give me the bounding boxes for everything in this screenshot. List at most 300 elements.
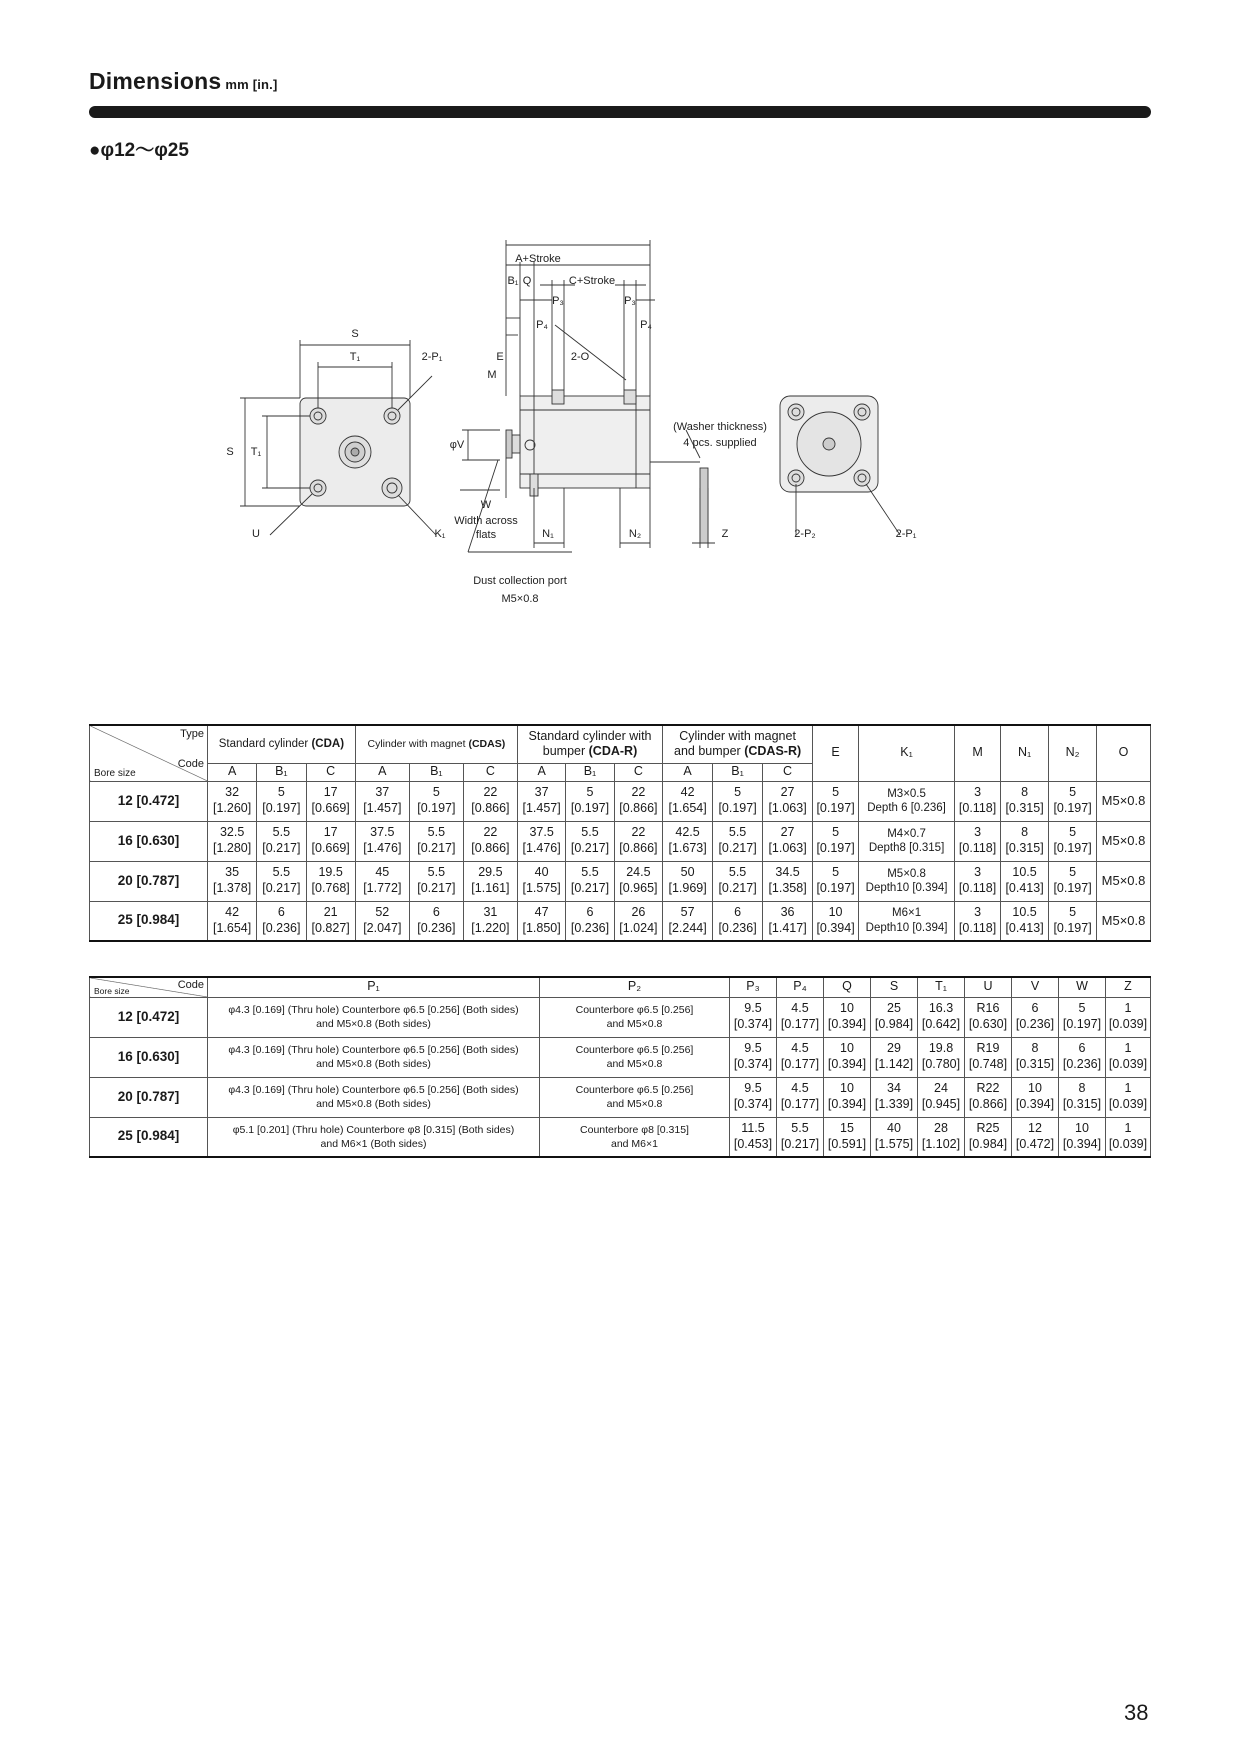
value-mm: 10	[840, 1041, 854, 1056]
value-mm: 10	[840, 1001, 854, 1016]
p2-cell	[540, 1077, 730, 1117]
value-mm: 8	[1021, 825, 1029, 840]
dimension-cell	[965, 997, 1012, 1037]
dimension-cell	[713, 821, 763, 861]
col-header-p4: P₄	[777, 977, 824, 997]
dimension-cell	[824, 1117, 871, 1157]
value-mm: Counterbore φ6.5 [0.256]	[575, 1003, 694, 1016]
value-inch: [0.217]	[417, 881, 456, 895]
dimension-cell	[463, 781, 517, 821]
dimension-cell	[663, 861, 713, 901]
value-mm: R19	[976, 1041, 1000, 1056]
dimension-cell	[965, 1077, 1012, 1117]
dimension-cell	[918, 1117, 965, 1157]
value-mm: 10	[1075, 1121, 1089, 1136]
value-inch: [1.260]	[213, 801, 252, 815]
p1-cell	[208, 1117, 540, 1157]
value-inch: and M6×1	[611, 1137, 658, 1150]
value-mm: 5.5	[427, 865, 446, 880]
value-inch: [2.244]	[668, 920, 707, 935]
dimension-cell	[824, 997, 871, 1037]
dimension-cell	[517, 781, 565, 821]
dimension-cell	[1001, 861, 1049, 901]
dimension-cell	[813, 861, 859, 901]
value-mm: 5	[277, 785, 285, 800]
dimension-cell	[1012, 1077, 1059, 1117]
bore-range-heading: ●φ12～φ25	[89, 140, 189, 161]
value-mm: 22	[631, 785, 646, 800]
value-inch: and M5×0.8 (Both sides)	[316, 1098, 431, 1110]
value-inch: [0.394]	[1062, 1136, 1102, 1151]
dimension-cell	[1059, 1037, 1106, 1077]
p1-cell	[208, 1037, 540, 1077]
value-mm: 37	[534, 785, 549, 800]
value-mm: 6	[586, 905, 594, 920]
dimension-cell	[859, 861, 955, 901]
value-inch: [0.197]	[816, 841, 855, 855]
value-mm: 8	[1031, 1041, 1039, 1056]
value-mm: 3	[974, 785, 982, 800]
table1-corner-cell	[90, 725, 208, 781]
dimension-cell	[813, 901, 859, 941]
dimension-cell	[517, 901, 565, 941]
dimension-cell	[871, 1077, 918, 1117]
col-header-k1: K₁	[859, 725, 955, 781]
value-inch: [0.177]	[780, 1097, 820, 1111]
value-mm: 47	[534, 905, 549, 920]
value-inch: [0.315]	[1015, 1057, 1055, 1071]
value-mm: 26	[631, 905, 646, 920]
value-inch: [0.177]	[780, 1057, 820, 1071]
value-inch: [0.236]	[417, 920, 456, 935]
value-inch: [0.453]	[733, 1136, 773, 1151]
value-mm: 3	[974, 825, 982, 840]
value-inch: [0.197]	[816, 801, 855, 815]
value-inch: [0.177]	[780, 1017, 820, 1031]
bore-size-cell: 20 [0.787]	[90, 861, 208, 901]
value-mm: 5.5	[791, 1121, 809, 1136]
value-inch: [0.394]	[827, 1097, 867, 1111]
value-inch: [0.039]	[1108, 1136, 1148, 1151]
value-inch: [1.220]	[471, 920, 510, 935]
dimension-cell	[777, 1117, 824, 1157]
table-row	[90, 781, 1151, 821]
dimension-cell	[763, 781, 813, 821]
dimension-cell	[306, 821, 355, 861]
label-p3-left: P₃	[552, 295, 564, 307]
value-inch: [1.280]	[213, 841, 252, 855]
dimension-cell	[409, 821, 463, 861]
dimension-cell	[1049, 781, 1097, 821]
dimension-cell	[1049, 901, 1097, 941]
value-inch: [0.236]	[570, 920, 610, 935]
value-inch: Depth8 [0.315]	[868, 842, 945, 854]
value-inch: [1.673]	[668, 841, 707, 855]
dimension-cell	[1106, 1037, 1151, 1077]
value-inch: [0.197]	[1053, 920, 1092, 935]
col-header-v: V	[1012, 977, 1059, 997]
label-s-side: S	[226, 446, 234, 458]
value-inch: and M5×0.8	[606, 1098, 663, 1110]
value-inch: [0.866]	[471, 841, 510, 855]
group-header-cda-r: Standard cylinder with bumper (CDA-R)	[517, 725, 662, 763]
value-mm: 35	[225, 865, 240, 880]
value-inch: Depth10 [0.394]	[865, 921, 948, 934]
group-header-cdas-r: Cylinder with magnet and bumper (CDAS-R)	[663, 725, 813, 763]
value-mm: 5.5	[272, 865, 291, 880]
col-header-u: U	[965, 977, 1012, 997]
value-mm: 6	[734, 905, 742, 920]
value-inch: [0.118]	[958, 841, 997, 855]
col-header-o: O	[1097, 725, 1151, 781]
p2-cell	[540, 1117, 730, 1157]
value-mm: φ4.3 [0.169] (Thru hole) Counterbore φ6.5 [0.256] (Both sides)	[228, 1043, 519, 1056]
value-inch: [1.654]	[668, 801, 707, 815]
value-inch: [0.118]	[958, 920, 997, 935]
dimension-cell	[257, 901, 306, 941]
dimension-cell	[730, 1077, 777, 1117]
value-mm: 5	[832, 785, 840, 800]
value-mm: 10.5	[1012, 905, 1037, 920]
dimension-cell	[566, 901, 614, 941]
dimension-cell	[713, 781, 763, 821]
dimension-cell	[713, 901, 763, 941]
label-washer-line2: 4 pcs. supplied	[683, 437, 757, 449]
value-mm: 4.5	[791, 1081, 809, 1096]
label-k1: K₁	[434, 528, 446, 540]
label-2-p1-right: 2-P₁	[895, 528, 917, 540]
value-inch: [0.197]	[570, 801, 610, 815]
subheader-c: C	[463, 763, 517, 781]
table-row	[90, 1037, 1151, 1077]
value-inch: [0.866]	[968, 1097, 1008, 1111]
value-inch: [0.197]	[1062, 1017, 1102, 1031]
dimension-cell	[1049, 861, 1097, 901]
value-inch: [1.575]	[522, 881, 561, 895]
value-mm: 1	[1124, 1001, 1132, 1016]
value-inch: [0.197]	[1053, 841, 1092, 855]
value-mm: 5	[1069, 785, 1077, 800]
value-inch: [0.866]	[619, 841, 658, 855]
value-mm: 45	[375, 865, 390, 880]
value-inch: [0.945]	[921, 1097, 961, 1111]
subheader-c: C	[763, 763, 813, 781]
dimension-cell	[566, 781, 614, 821]
value-mm: 1	[1124, 1081, 1132, 1096]
label-p4-left: P₄	[536, 319, 548, 331]
value-mm: 27	[780, 785, 795, 800]
dimensions-table-2	[89, 976, 1151, 1158]
subheader-a: A	[517, 763, 565, 781]
value-mm: 5	[1078, 1001, 1086, 1016]
label-n2: N₂	[628, 528, 642, 540]
value-inch: [0.984]	[968, 1136, 1008, 1151]
value-mm: 29.5	[478, 865, 503, 880]
corner-code-label: Code	[177, 979, 204, 991]
value-inch: [0.217]	[570, 881, 610, 895]
corner-bore-size-label: Bore size	[94, 986, 130, 996]
value-mm: R22	[976, 1081, 1000, 1096]
value-inch: [0.197]	[262, 801, 301, 815]
label-w: W	[480, 499, 492, 511]
subheader-a: A	[355, 763, 409, 781]
value-inch: [1.575]	[874, 1136, 914, 1151]
value-mm: 5	[586, 785, 594, 800]
value-mm: 10.5	[1012, 865, 1037, 880]
value-mm: 5	[1069, 825, 1077, 840]
dimension-cell	[409, 861, 463, 901]
value-inch: [0.374]	[733, 1017, 773, 1031]
value-inch: [0.236]	[1015, 1017, 1055, 1031]
dimension-cell	[965, 1037, 1012, 1077]
value-mm: φ4.3 [0.169] (Thru hole) Counterbore φ6.5 [0.256] (Both sides)	[228, 1003, 519, 1016]
value-inch: [1.142]	[874, 1057, 914, 1071]
value-inch: [0.642]	[921, 1017, 961, 1031]
value-mm: 32.5	[219, 825, 245, 840]
dimension-cell	[355, 861, 409, 901]
value-mm: 36	[780, 905, 795, 920]
dimension-cell	[777, 1077, 824, 1117]
value-mm: 8	[1021, 785, 1029, 800]
value-inch: [0.866]	[619, 801, 658, 815]
value-inch: [1.378]	[213, 881, 252, 895]
title-underline-bar	[89, 106, 1151, 118]
label-2-p1: 2-P₁	[421, 351, 443, 363]
dimension-cell	[813, 821, 859, 861]
value-mm: φ5.1 [0.201] (Thru hole) Counterbore φ8 [0.315] (Both sides)	[232, 1123, 515, 1136]
value-inch: [0.197]	[1053, 801, 1092, 815]
value-mm: 8	[1078, 1081, 1086, 1096]
value-mm: 17	[323, 825, 338, 840]
value-inch: [1.024]	[619, 920, 658, 935]
value-mm: 22	[483, 825, 498, 840]
value-inch: [0.413]	[1005, 881, 1044, 895]
dimension-cell	[859, 781, 955, 821]
dimension-cell	[663, 821, 713, 861]
value-mm: 42	[680, 785, 695, 800]
value-inch: [0.236]	[718, 920, 757, 935]
corner-code-label: Code	[177, 758, 204, 770]
value-inch: [0.236]	[262, 920, 301, 935]
value-inch: [0.118]	[958, 881, 997, 895]
dimension-cell	[566, 821, 614, 861]
dimension-cell	[663, 781, 713, 821]
dimension-cell	[306, 901, 355, 941]
value-mm: 31	[483, 905, 498, 920]
value-inch: [0.374]	[733, 1097, 773, 1111]
dimension-cell	[871, 1117, 918, 1157]
dimension-cell	[1001, 781, 1049, 821]
value-inch: [0.780]	[921, 1057, 961, 1071]
dimension-cell	[208, 861, 257, 901]
value-inch: [0.217]	[718, 841, 757, 855]
dimension-cell	[713, 861, 763, 901]
dimension-cell	[517, 821, 565, 861]
value-inch: [0.197]	[417, 801, 456, 815]
value-mm: 9.5	[744, 1001, 762, 1016]
table1-body	[90, 781, 1151, 941]
value-inch: and M5×0.8 (Both sides)	[316, 1018, 431, 1030]
dimension-cell	[824, 1037, 871, 1077]
table-row	[90, 901, 1151, 941]
label-p3-right: P₃	[624, 295, 636, 307]
value-mm: 5	[832, 825, 840, 840]
dimension-cell	[763, 861, 813, 901]
value-mm: 5	[1069, 865, 1077, 880]
value-mm: M4×0.7	[887, 827, 926, 840]
dimension-cell	[1106, 997, 1151, 1037]
value-mm: Counterbore φ6.5 [0.256]	[575, 1043, 694, 1056]
value-inch: [0.118]	[958, 801, 997, 815]
value-mm: 17	[323, 785, 338, 800]
value-inch: [0.394]	[1015, 1097, 1055, 1111]
value-mm: 27	[780, 825, 795, 840]
value-mm: 37	[375, 785, 390, 800]
value-mm: 16.3	[928, 1001, 954, 1016]
dimension-cell	[918, 1077, 965, 1117]
value-mm: 32	[225, 785, 240, 800]
label-2-p2: 2-P₂	[794, 528, 816, 540]
dimension-cell	[763, 821, 813, 861]
value-inch: [0.217]	[718, 881, 757, 895]
dimension-cell	[1059, 1077, 1106, 1117]
value-mm: 29	[887, 1041, 901, 1056]
label-a-stroke: A+Stroke	[515, 253, 561, 265]
value-mm: 34	[887, 1081, 901, 1096]
value-inch: and M6×1 (Both sides)	[320, 1137, 427, 1150]
col-header-t1: T₁	[918, 977, 965, 997]
value-inch: [0.591]	[827, 1136, 867, 1151]
value-inch: [0.374]	[733, 1057, 773, 1071]
bore-size-cell: 20 [0.787]	[90, 1077, 208, 1117]
value-mm: 42	[225, 905, 240, 920]
page-number: 38	[1124, 1700, 1149, 1725]
value-inch: [1.417]	[768, 920, 807, 935]
page-title: Dimensions mm [in.]	[89, 68, 278, 94]
dimension-cell	[955, 821, 1001, 861]
value-inch: [1.339]	[874, 1097, 914, 1111]
dimension-cell	[355, 781, 409, 821]
value-mm: 9.5	[744, 1081, 762, 1096]
value-mm: Counterbore φ8 [0.315]	[580, 1123, 689, 1136]
value-inch: [0.217]	[780, 1136, 820, 1151]
value-inch: [0.315]	[1005, 801, 1044, 815]
subheader-b1: B₁	[566, 763, 614, 781]
value-inch: [0.315]	[1062, 1097, 1102, 1111]
unit-label: mm [in.]	[225, 77, 278, 92]
col-header-p2: P₂	[540, 977, 730, 997]
value-inch: Depth10 [0.394]	[865, 882, 948, 894]
dimension-cell	[730, 1117, 777, 1157]
bore-size-cell: 25 [0.984]	[90, 1117, 208, 1157]
dimension-cell	[463, 901, 517, 941]
label-width-line2: flats	[475, 529, 497, 541]
value-mm: 3	[974, 905, 982, 920]
dimension-cell	[614, 861, 662, 901]
value-mm: Counterbore φ6.5 [0.256]	[575, 1083, 694, 1096]
value-inch: [0.217]	[570, 841, 610, 855]
dimension-cell	[965, 1117, 1012, 1157]
value-mm: 4.5	[791, 1001, 809, 1016]
dimension-cell	[777, 1037, 824, 1077]
value-mm: 5.5	[427, 825, 446, 840]
value-mm: 5	[432, 785, 440, 800]
dimension-cell	[955, 901, 1001, 941]
value-mm: R16	[976, 1001, 1000, 1016]
value-inch: [1.063]	[768, 841, 807, 855]
value-inch: [0.984]	[874, 1017, 914, 1031]
value-mm: 5.5	[581, 825, 599, 840]
dimension-cell	[824, 1077, 871, 1117]
table2-header-row	[90, 977, 1151, 997]
value-inch: [1.772]	[363, 881, 402, 895]
label-2-o: 2-O	[570, 351, 590, 363]
dimension-cell	[955, 781, 1001, 821]
value-inch: [0.748]	[968, 1057, 1008, 1071]
value-mm: 19.8	[928, 1041, 954, 1056]
dimension-cell	[208, 781, 257, 821]
dimension-cell	[730, 1037, 777, 1077]
value-mm: 3	[974, 865, 982, 880]
subheader-c: C	[614, 763, 662, 781]
dimension-cell-o: M5×0.8	[1097, 861, 1151, 901]
dimension-cell	[1059, 1117, 1106, 1157]
value-inch: [1.476]	[522, 841, 561, 855]
value-mm: 12	[1028, 1121, 1042, 1136]
value-mm: 19.5	[318, 865, 343, 880]
value-inch: [0.217]	[262, 881, 301, 895]
p1-cell	[208, 1077, 540, 1117]
dimension-cell	[955, 861, 1001, 901]
value-inch: [1.457]	[522, 801, 561, 815]
dimension-cell	[463, 821, 517, 861]
bore-size-cell: 12 [0.472]	[90, 997, 208, 1037]
dimension-cell	[1049, 821, 1097, 861]
table2-corner-cell	[90, 977, 208, 997]
value-mm: 57	[680, 905, 695, 920]
label-dust-line1: Dust collection port	[473, 575, 567, 587]
value-mm: 37.5	[529, 825, 554, 840]
value-inch: [0.315]	[1005, 841, 1044, 855]
value-mm: 5	[832, 865, 840, 880]
label-q: Q	[522, 275, 532, 287]
col-header-n1: N₁	[1001, 725, 1049, 781]
label-u: U	[252, 528, 260, 540]
bore-size-cell: 16 [0.630]	[90, 821, 208, 861]
value-inch: [0.669]	[311, 801, 350, 815]
value-mm: 28	[934, 1121, 948, 1136]
col-header-p3: P₃	[730, 977, 777, 997]
dimension-cell	[257, 861, 306, 901]
dimensions-table-1	[89, 724, 1151, 942]
value-inch: [1.457]	[363, 801, 402, 815]
dimension-cell	[730, 997, 777, 1037]
subheader-b1: B₁	[713, 763, 763, 781]
value-inch: [1.969]	[668, 881, 707, 895]
value-inch: [1.476]	[363, 841, 402, 855]
dimension-cell	[1059, 997, 1106, 1037]
dimension-cell-o: M5×0.8	[1097, 781, 1151, 821]
table-row	[90, 1077, 1151, 1117]
dimension-cell	[208, 901, 257, 941]
value-inch: [0.866]	[471, 801, 510, 815]
dimension-cell	[355, 901, 409, 941]
dimension-cell	[871, 997, 918, 1037]
value-inch: Depth 6 [0.236]	[867, 802, 946, 814]
dimension-cell	[777, 997, 824, 1037]
value-mm: 5	[734, 785, 742, 800]
value-inch: [0.039]	[1108, 1017, 1148, 1031]
